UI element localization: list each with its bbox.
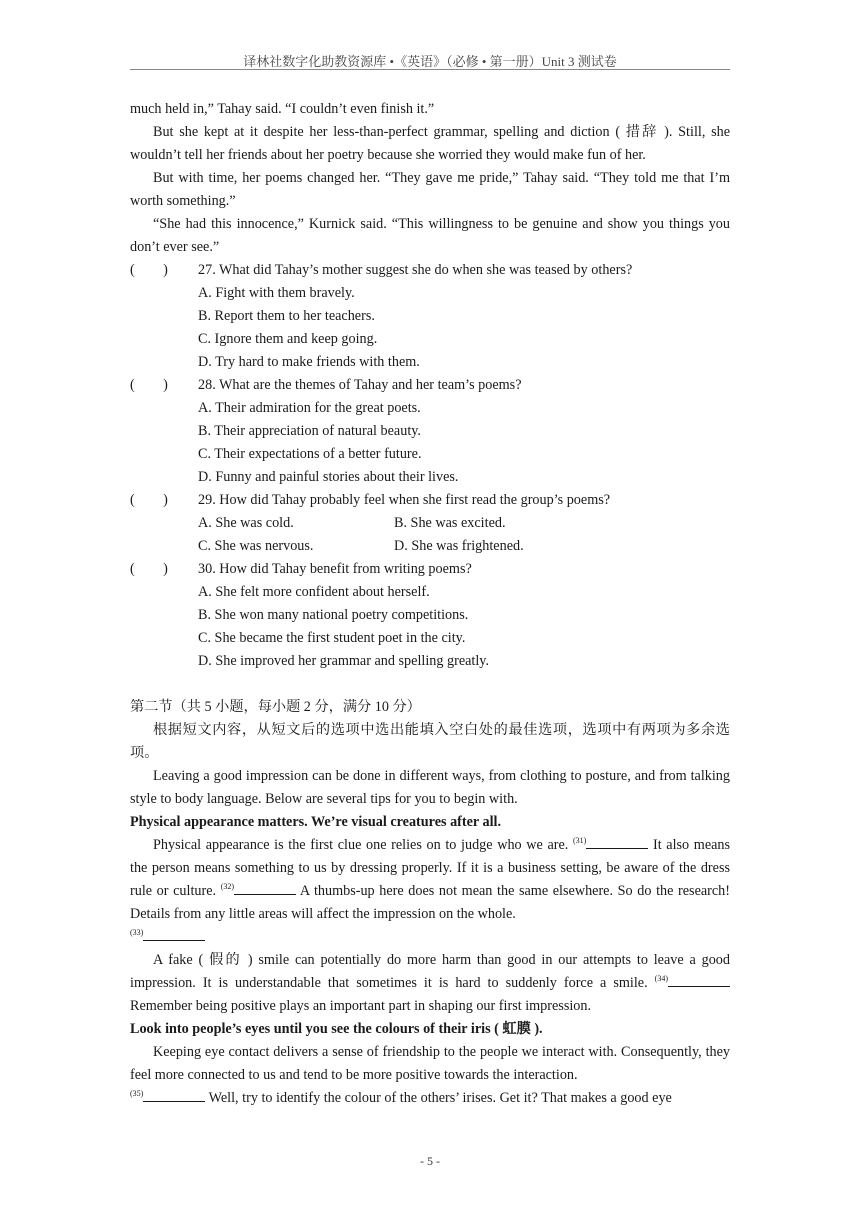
question-stem: 29. How did Tahay probably feel when she first read the group’s poems? (198, 492, 611, 508)
option: B. She was excited. (394, 515, 506, 531)
answer-paren: ( ) (130, 377, 168, 393)
option: B. She won many national poetry competitions. (198, 607, 469, 623)
option: A. She was cold. (198, 515, 294, 531)
passage-paragraph: But with time, her poems changed her. “They gave me pride,” Tahay said. “They told me that I’m worth something.” (130, 170, 730, 209)
passage-paragraph: much held in,” Tahay said. “I couldn’t even finish it.” (130, 101, 435, 117)
question-29 (130, 489, 730, 558)
question-stem: 30. How did Tahay benefit from writing poems? (198, 561, 472, 577)
blank-number: (31) (572, 836, 587, 845)
question-stem: 28. What are the themes of Tahay and her team’s poems? (198, 377, 522, 393)
blank-line (234, 881, 296, 895)
passage-heading: Physical appearance matters. We’re visual creatures after all. (130, 814, 502, 830)
answer-paren: ( ) (130, 492, 168, 508)
passage-paragraph: Leaving a good impression can be done in different ways, from clothing to posture, and from talking style to body language. Below are several tips for you to begin with. (130, 768, 730, 807)
option: B. Report them to her teachers. (198, 308, 375, 324)
passage-paragraph: “She had this innocence,” Kurnick said. “This willingness to be genuine and show you things you don’t ever see.” (130, 216, 730, 255)
option: D. She was frightened. (394, 538, 524, 554)
answer-paren: ( ) (130, 262, 168, 278)
page-header: 译林社数字化助教资源库 •《英语》（必修 • 第一册）Unit 3 测试卷 (243, 54, 617, 69)
option: C. Their expectations of a better future. (198, 446, 422, 462)
option: A. Their admiration for the great poets. (198, 400, 421, 416)
page-content (130, 98, 730, 1110)
passage-heading: Look into people’s eyes until you see the colours of their iris ( 虹膜 ). (130, 1021, 543, 1037)
passage-paragraph: A fake ( 假的 ) smile can potentially do more harm than good in our attempts to leave a good impression. It is understandable that sometimes it is hard to suddenly force a smile. $^{(34)}$ Remember being positive plays an important part in shaping our first impression. (130, 952, 730, 1014)
option: A. Fight with them bravely. (198, 285, 355, 301)
blank-number: (34) (654, 974, 668, 983)
answer-paren: ( ) (130, 561, 168, 577)
option: B. Their appreciation of natural beauty. (198, 423, 421, 439)
option: D. Try hard to make friends with them. (198, 354, 420, 370)
question-stem: 27. What did Tahay’s mother suggest she do when she was teased by others? (198, 262, 633, 278)
option: C. She was nervous. (198, 538, 314, 554)
blank-number: (32) (220, 882, 235, 891)
passage-paragraph: $^{(35)}$ Well, try to identify the colour of the others’ irises. Get it? That makes a good eye (130, 1089, 672, 1106)
option: D. Funny and painful stories about their lives. (198, 469, 459, 485)
option: D. She improved her grammar and spelling greatly. (198, 653, 490, 669)
blank-line (586, 835, 648, 849)
passage-paragraph: Physical appearance is the first clue one relies on to judge who we are. $^{(31)}$ It also means the person means something to us by dressing properly. If it is a business setting, be aware of the dress rule or culture. $^{(32)}$ A thumbs-up here does not mean the same elsewhere. So do the research! Details from any little areas will affect the impression on the whole. (130, 836, 731, 922)
section-instruction: 根据短文内容，从短文后的选项中选出能填入空白处的最佳选项，选项中有两项为多余选项。 (130, 722, 730, 761)
passage-paragraph: But she kept at it despite her less-than-perfect grammar, spelling and diction ( 措辞 ). Still, she wouldn’t tell her friends about her poetry because she worried they would make fun of her. (130, 124, 730, 163)
blank-line (143, 927, 205, 941)
passage-paragraph: Keeping eye contact delivers a sense of friendship to the people we interact with. Consequently, they feel more connected to us and tend to be more positive towards the interaction. (130, 1044, 730, 1083)
question-27 (130, 259, 730, 374)
blank-number: (33) (130, 928, 144, 937)
question-28 (130, 374, 730, 489)
blank-line (143, 1088, 205, 1102)
option: A. She felt more confident about herself. (198, 584, 430, 600)
header-rule (130, 69, 730, 70)
blank-number: (35) (130, 1089, 144, 1098)
page-number: - 5 - (420, 1154, 440, 1168)
option: C. She became the first student poet in the city. (198, 630, 466, 646)
blank-line (668, 973, 730, 987)
question-30 (130, 558, 730, 673)
blank-paragraph (130, 926, 730, 949)
section-title: 第二节（共 5 小题，每小题 2 分，满分 10 分） (130, 699, 421, 715)
option: C. Ignore them and keep going. (198, 331, 378, 347)
